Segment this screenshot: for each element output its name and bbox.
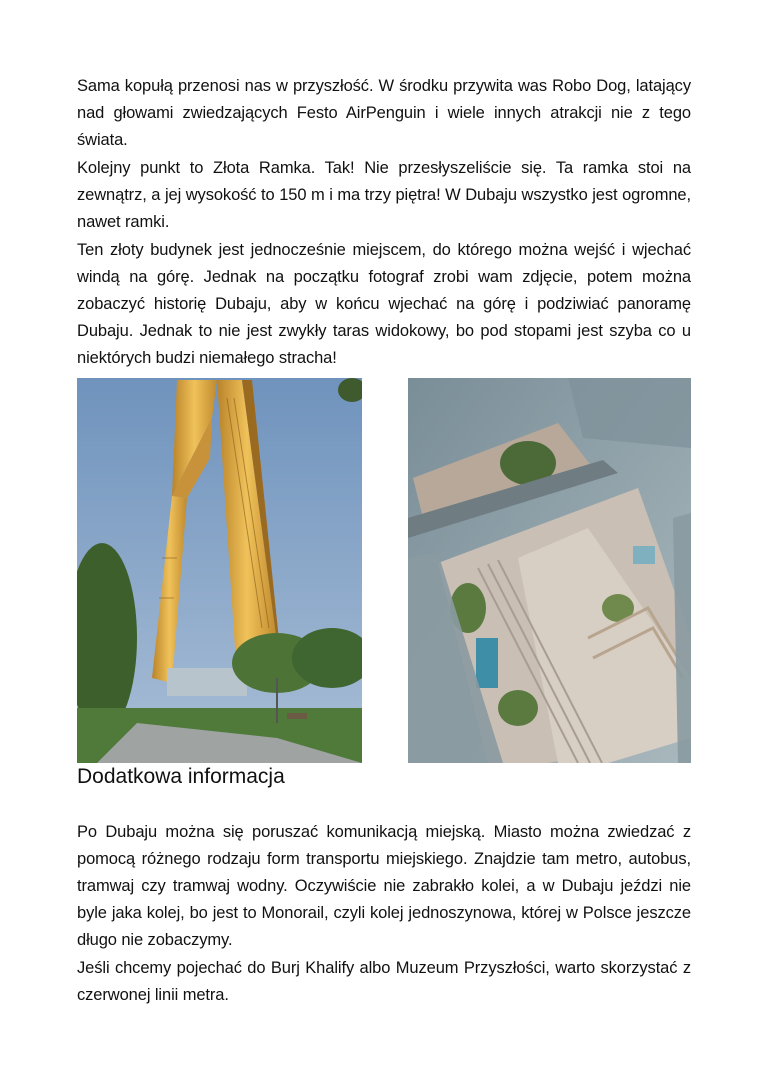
paragraph-kopula: Sama kopułą przenosi nas w przyszłość. W środku przywita was Robo Dog, latający nad głowami zwiedzających Festo AirPenguin i wiele innych atrakcji nie z tego świata. xyxy=(77,77,691,149)
paragraph-taras-widokowy: Ten złoty budynek jest jednocześnie miejscem, do którego można wejść i wjechać windą na górę. Jednak na początku fotograf zrobi wam zdjęcie, potem można zobaczyć historię Dubaju, aby w końcu wjechać na górę i podziwiać panoramę Dubaju. Jednak to nie jest zwykły taras widokowy, bo pod stopami jest szyba co u niektórych budzi niemałego stracha! xyxy=(77,241,691,367)
dubai-frame-photo xyxy=(77,378,362,763)
section-heading: Dodatkowa informacja xyxy=(77,765,285,788)
paragraph-metro: Jeśli chcemy pojechać do Burj Khalify albo Muzeum Przyszłości, warto skorzystać z czerwonej linii metra. xyxy=(77,959,691,1004)
paragraph-zlota-ramka: Kolejny punkt to Złota Ramka. Tak! Nie przesłyszeliście się. Ta ramka stoi na zewnątrz, a jej wysokość to 150 m i ma trzy piętra! W Dubaju wszystko jest ogromne, nawet ramki. xyxy=(77,159,691,231)
paragraph-komunikacja: Po Dubaju można się poruszać komunikacją miejską. Miasto można zwiedzać z pomocą różnego rodzaju form transportu miejskiego. Znajdzie tam metro, autobus, tramwaj czy tramwaj wodny. Oczywiście nie zabrakło kolei, a w Dubaju jeździ nie byle jaka kolej, bo jest to Monorail, czyli kolej jednoszynowa, której w Polsce jeszcze długo nie zobaczymy. xyxy=(77,823,691,949)
glass-floor-view-photo xyxy=(408,378,691,763)
